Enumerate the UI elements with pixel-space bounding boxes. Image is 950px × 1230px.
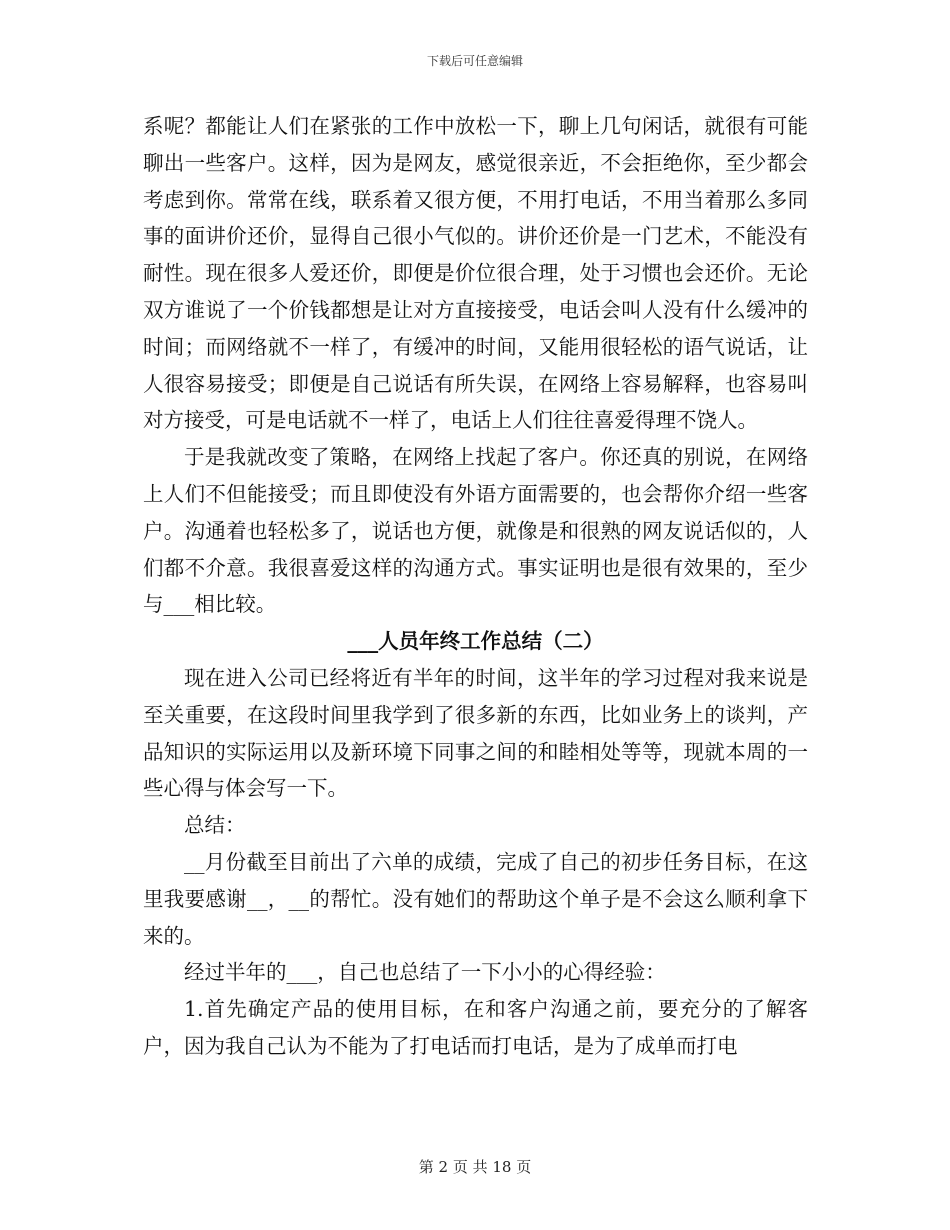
page-header: 下载后可任意编辑 — [426, 54, 523, 68]
paragraph: __月份截至目前出了六单的成绩，完成了自己的初步任务目标，在这里我要感谢__，__的帮忙。没有她们的帮助这个单子是不会这么顺利拿下来的。 — [143, 849, 808, 948]
paragraph: 经过半年的___，自己也总结了一下小小的心得经验： — [184, 960, 666, 985]
paragraph-list-item: 1.首先确定产品的使用目标，在和客户沟通之前，要充分的了解客户，因为我自己认为不能为了打电话而打电话，是为了成单而打电 — [143, 997, 808, 1058]
document-body — [143, 108, 808, 1065]
paragraph-continued: 系呢？都能让人们在紧张的工作中放松一下，聊上几句闲话，就很有可能聊出一些客户。这样，因为是网友，感觉很亲近，不会拒绝你，至少都会考虑到你。常常在线，联系着又很方便，不用打电话，不用当着那么多同事的面讲价还价，显得自己很小气似的。讲价还价是一门艺术，不能没有耐性。现在很多人爱还价，即便是价位很合理，处于习惯也会还价。无论双方谁说了一个价钱都想是让对方直接接受，电话会叫人没有什么缓冲的时间；而网络就不一样了，有缓冲的时间，又能用很轻松的语气说话，让人很容易接受；即便是自己说话有所失误，在网络上容易解释，也容易叫对方接受，可是电话就不一样了，电话上人们往往喜爱得理不饶人。 — [143, 114, 808, 433]
paragraph: 现在进入公司已经将近有半年的时间，这半年的学习过程对我来说是至关重要，在这段时间里我学到了很多新的东西，比如业务上的谈判，产品知识的实际运用以及新环境下同事之间的和睦相处等等，现就本周的一些心得与体会写一下。 — [143, 665, 808, 801]
paragraph-summary-label: 总结： — [184, 813, 246, 838]
section-heading: ___人员年终工作总结（二） — [347, 629, 604, 654]
page-number: 第 2 页 共 18 页 — [418, 1158, 532, 1176]
paragraph: 于是我就改变了策略，在网络上找起了客户。你还真的别说，在网络上人们不但能接受；而且即使没有外语方面需要的，也会帮你介绍一些客户。沟通着也轻松多了，说话也方便，就像是和很熟的网友说话似的，人们都不介意。我很喜爱这样的沟通方式。事实证明也是很有效果的，至少与___相比较。 — [143, 445, 808, 617]
